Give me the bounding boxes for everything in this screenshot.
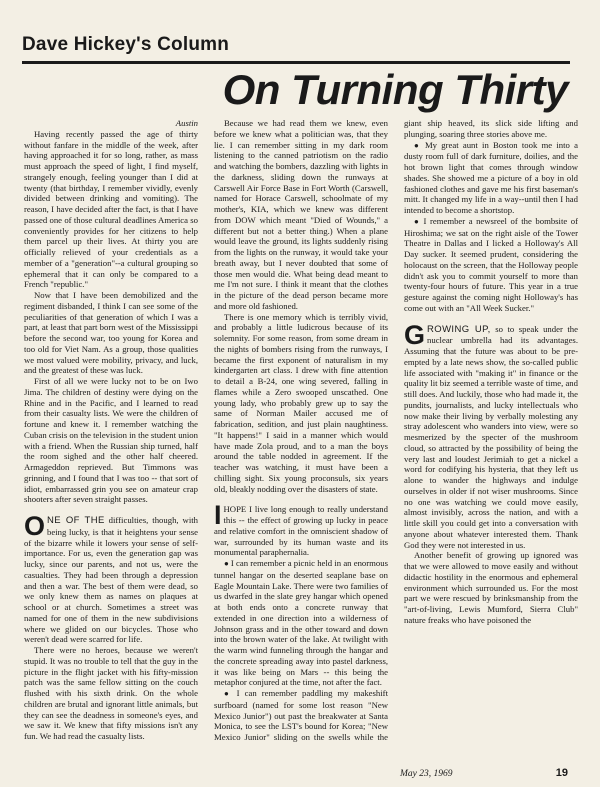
paragraph-text: Another benefit of growing up ignored was that we were allowed to move easily and without didactic hostility in the enormous and ephemeral environment which surrounded us. For the most part we were rescued by brinksmanship from the "art-of-living, Lewis Mumford, Sierra Club" nature freaks who have poisoned the [404,550,578,625]
paragraph-text: difficulties, though, with being lucky, is that it heightens your sense of the bizarre while it lowers your sense of self-importance. For us, even the generation gap was lucky, since our parents, and not us, were the casualties. They had been through a depression and then a war. The best of them were dead, so we only knew them as names on plaques at school or at church. Sometimes a street was named for one of them in the new subdivisions where we glided on our bicycles. Those who weren't dead were scarred for life. [24,515,198,645]
paragraph-text: I can remember paddling my makeshift surfboard (named for some lost reason "New Mexico Junior") out past the breakwater at Santa Monica, to see the LST's bound for Korea; "New Mexico Junior" sliding on the swells while the giant ship heaved, its slick side lifting and plunging, soaring three stories above me. [214,118,578,742]
header-rule [22,61,570,64]
paragraph-text: Having recently passed the age of thirty without fanfare in the middle of the week, after having approached it for so long, rather, as mass must approach the speed of light, I find myself, strangely enough, feeling younger than I did at twenty (that birthday, I remember vividly, evenly divided between drinking and vomiting). The reason, I have decided after the fact, is that I have passed one of those cultural deadlines America so conveniently provides for her citizens to help them parcel up their lives. At thirty you are officially relieved of your credentials as a member of a "generation"--a cultural grouping so ephemeral that it can only be compared to a French "republic." [24,128,198,290]
lead-in-caps: NE OF THE [47,515,105,526]
article-paragraph [24,129,198,290]
article-title: On Turning Thirty [222,66,568,113]
byline: Austin [175,118,198,128]
paragraph-text: There were no heroes, because we weren't stupid. It was no trouble to tell that the guy in the picture in the flight jacket with his fifty-mission patch was the same fellow sitting on the couch flushed with his sixth drink. On the whole children are brutal and ignorant little animals, but they can see the deadness in someone's eyes, and we saw it. We knew that fifty missions isn't any fun. We had read the casualty lists. [24,645,198,741]
article-paragraph [24,645,198,742]
paragraph-text: There is one memory which is terribly vivid, and probably a little ludicrous because of its solemnity. For some reason, from some dream in the nights of bombers rising from the runways, I became the first exponent of naturalism in my kindergarten art class. I drew with fine attention to detail a B-24, one wing severed, falling in flames while a Zero swooped unscathed. One young lady, who probably grew up to say the same of Norman Mailer accused me of fabrication, sedition, and just plain naughtiness. "It happens!" I said in a manner which would have made Zola proud, and to a man the boys around the table nodded in agreement. If the teacher was watching, it must have been a chilling sight. Six young proconsuls, six years old, bleakly nodding over the disasters of state. [214,311,388,494]
page-number: 19 [555,767,568,779]
article-paragraph [404,550,578,625]
article-paragraph [24,511,198,645]
paragraph-text: Because we had read them we knew, even before we knew what a politician was, that they lie. I can remember sitting in my dark room listening to the canned patriotism on the radio and watching the bombers, dazzling with lights in the darkness, sliding down the runways at Carswell Air Force Base in Fort Worth (Carswell, named for Horace Carswell, schoolmate of my mother's, KIA, which we knew was different from DOW which meant "Died of Wounds," a different but not a better thing.) When a plane would leave the ground, its lights suddenly rising from the lights on the runway, it would take your breath away, but I never doubted that some of those men would die. What being dead meant to me I'm not sure. I think it meant that the clothes in the picture of the dead person became more and more old fashioned. [214,118,388,311]
drop-cap: O [24,511,46,541]
paragraph-text: I remember a newsreel of the bombsite of Hiroshima; we sat on the right aisle of the Tower Theatre in Dallas and I licked a Holloway's All Day sucker. It seemed prudent, considering the holocaust on the screen, that the Holloway people didn't ask you to commit yourself to more than twenty-four hours of future. This year in a true gesture against the coming night Holloway's has come out with an "All Week Sucker." [404,215,578,313]
paragraph-text: First of all we were lucky not to be on Iwo Jima. The children of destiny were dying on the Rhine and in the Pacific, and I learned to read from their casualty lists. We were the children of fortune and knew it. I remember watching the Cuban crisis on the television in the student union with a friend. When the Russian ship turned, half the room sighed and the other half cheered. Armageddon reprieved. But Timmons was grinning, and I found that I was too -- that sort of idiot, embarrassed grin you see on amateur crap shooters after seven straight passes. [24,376,198,505]
article-body [24,118,578,758]
article-paragraph [404,319,578,551]
article-paragraph [214,558,388,688]
paragraph-text: I can remember a picnic held in an enormous tunnel hangar on the deserted seaplane base on Eagle Mountain Lake. There were two families of us dwarfed in the slate grey hangar which opened at both ends onto a concrete runway that extended in one direction into a wilderness of Johnson grass and in the other toward and down into the brown water of the lake. At twilight with the warm wind funneling through the hangar and the concrete spreading away into pastel darkness, it was like being on Mars -- this being the metaphor conjured at the time, not after the fact. [214,558,388,688]
article-paragraph [404,216,578,314]
drop-cap: G [404,319,426,350]
article-paragraph [24,290,198,376]
bullet-icon: ● [414,216,424,226]
issue-date: May 23, 1969 [400,769,453,779]
article-paragraph [214,312,388,495]
paragraph-text: so to speak under the nuclear umbrella had its advantages. Assuming that the future was about to be pre-empted by a late news show, the so-called public life associated with "making it" in finance or the quality lit biz seemed a terrible waste of time, and still does. And luckily, those who had made it, the pundits, journalists, and lucky intellectuals who now make their living by verbally molesting any stray adolescent who wanders into view, were so mesmerized by the specter of the mushroom cloud, so attracted by the possibility of being the very last and loudest Jerimiah to get a nickel a word for codifying his hysteria, that they left us alone to wander the highways and indulge ourselves in older if not wiser mushrooms. Since no one was watching we could move easily, almost invisibly, across the nation, and with a little skill you could get into a conversation with anyone about whatever interested them. Thank God they were not interested in us. [404,323,578,550]
lead-in-caps: ROWING UP, [427,323,491,335]
bullet-icon: ● [414,140,425,150]
article-paragraph [214,118,388,312]
paragraph-text: My great aunt in Boston took me into a dusty room full of dark furniture, doilies, and the hot brown light that comes through window shades. She showed me a picture of a boy in old fashioned clothes and gave me his first baseman's mitt. It changed my life in a way--until then I had intended to become a shortstop. [404,139,578,215]
drop-cap: I [214,500,222,531]
column-header: Dave Hickey's Column [22,34,230,55]
article-paragraph [404,140,578,216]
paragraph-text: HOPE I live long enough to really understand this -- the effect of growing up lucky in peace and relative comfort in the omniscient shadow of war, surrounded by its human waste and its monumental paraphernalia. [214,504,388,558]
bullet-icon: ● [224,689,237,698]
paragraph-text: Now that I have been demobilized and the regiment disbanded, I think I can see some of the peculiarities of that generation of which I was a part, at least that part born west of the Mississippi before the second war, too young for Korea and too old for Viet Nam. As a group, those qualities we most valued were mobility, privacy, and luck, and the greatest of these was luck. [24,290,198,376]
article-paragraph [24,376,198,505]
bullet-icon: ● [224,559,231,568]
article-paragraph [214,500,388,558]
